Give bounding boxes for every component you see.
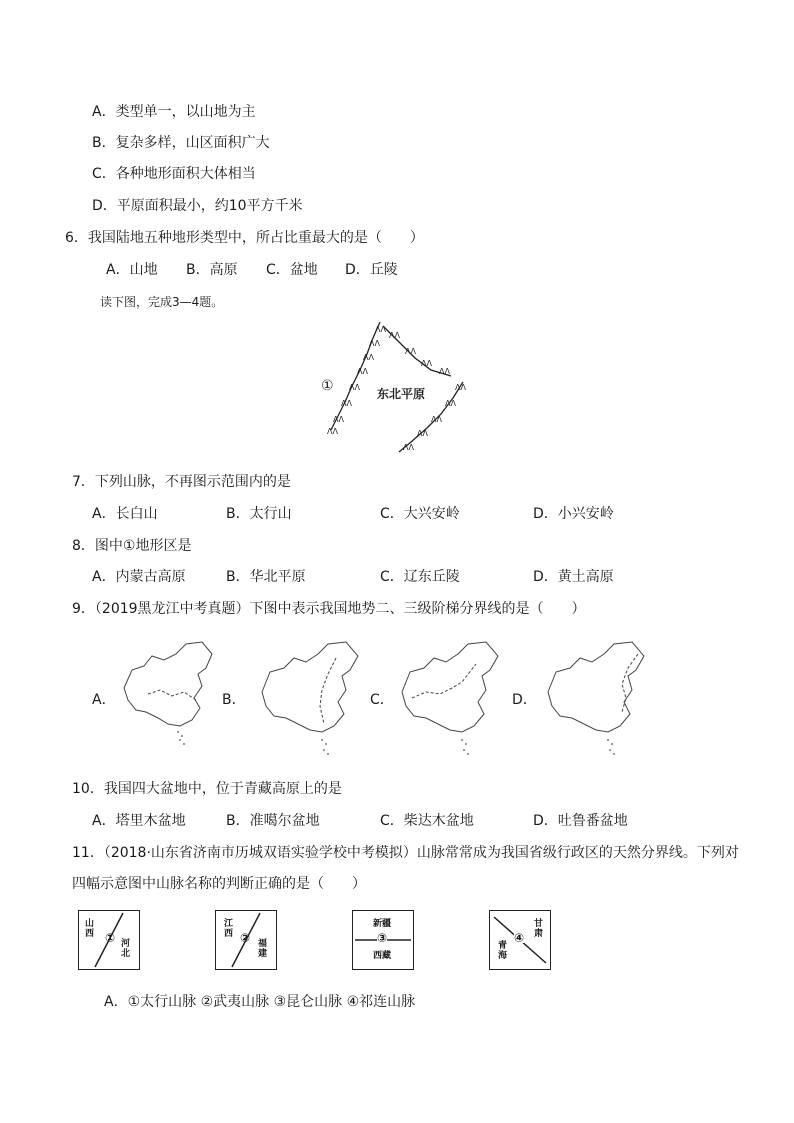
- read-map-instruction: 读下图，完成3—4题。: [100, 295, 224, 309]
- china-map-c: [396, 640, 506, 758]
- q10-option-b: B．准噶尔盆地: [226, 813, 320, 829]
- box2-bottom-right: 福建: [258, 939, 268, 959]
- svg-text:ΛΛ: ΛΛ: [439, 367, 450, 376]
- q9-stem: 9．（2019黑龙江中考真题）下图中表示我国地势二、三级阶梯分界线的是（ ）: [72, 601, 586, 617]
- q11-stem-line1: 11．（2018·山东省济南市历城双语实验学校中考模拟）山脉常常成为我国省级行政区的天然分界线。下列对: [72, 845, 739, 861]
- q6-stem: 6．我国陆地五种地形类型中，所占比重最大的是（ ）: [65, 230, 424, 246]
- q6-option-c: C．盆地: [266, 262, 318, 278]
- box1-number: ①: [105, 931, 116, 945]
- svg-text:ΛΛ: ΛΛ: [369, 339, 380, 348]
- q9-label-c: C．: [370, 692, 394, 708]
- q11-option-a: A．①太行山脉 ②武夷山脉 ③昆仑山脉 ④祁连山脉: [104, 994, 416, 1010]
- q10-stem: 10．我国四大盆地中，位于青藏高原上的是: [72, 781, 342, 797]
- box3-top: 新疆: [373, 919, 392, 929]
- svg-text:ΛΛ: ΛΛ: [421, 359, 432, 368]
- box3-bottom: 西藏: [373, 951, 392, 961]
- box4-bottom-left: 青海: [498, 941, 508, 961]
- svg-text:ΛΛ: ΛΛ: [375, 325, 386, 334]
- q9-label-d: D．: [512, 692, 537, 708]
- q7-option-a: A．长白山: [92, 506, 158, 522]
- q8-option-b: B．华北平原: [226, 569, 306, 585]
- q5-option-c: C．各种地形面积大体相当: [92, 166, 256, 182]
- box3-number: ③: [377, 931, 388, 945]
- province-boundary-box-4: [489, 910, 551, 970]
- province-boundary-box-3: [352, 910, 414, 970]
- q6-option-a: A．山地: [106, 262, 158, 278]
- svg-text:ΛΛ: ΛΛ: [341, 399, 352, 408]
- svg-text:ΛΛ: ΛΛ: [431, 415, 442, 424]
- q10-option-d: D．吐鲁番盆地: [533, 813, 628, 829]
- q7-option-d: D．小兴安岭: [533, 506, 614, 522]
- svg-text:ΛΛ: ΛΛ: [363, 353, 374, 362]
- map-label-northeast-plain: 东北平原: [377, 387, 426, 401]
- box4-number: ④: [514, 931, 525, 945]
- svg-text:ΛΛ: ΛΛ: [333, 415, 344, 424]
- q5-option-d: D．平原面积最小，约10平方千米: [92, 198, 303, 214]
- map-marker-1: ①: [321, 378, 334, 394]
- svg-text:ΛΛ: ΛΛ: [327, 427, 338, 436]
- svg-text:ΛΛ: ΛΛ: [389, 331, 400, 340]
- q7-option-b: B．太行山: [226, 506, 292, 522]
- box4-top-right: 甘肃: [534, 919, 544, 939]
- q11-stem-line2: 四幅示意图中山脉名称的判断正确的是（ ）: [72, 876, 366, 892]
- box2-top-left: 江西: [224, 919, 234, 939]
- svg-text:ΛΛ: ΛΛ: [349, 383, 360, 392]
- q9-label-b: B．: [222, 692, 246, 708]
- q8-option-d: D．黄土高原: [533, 569, 614, 585]
- q10-option-a: A．塔里木盆地: [92, 813, 186, 829]
- province-boundary-box-2: [215, 910, 277, 970]
- q9-label-a: A．: [92, 692, 116, 708]
- q8-option-c: C．辽东丘陵: [380, 569, 460, 585]
- q7-option-c: C．大兴安岭: [380, 506, 460, 522]
- china-map-d: [542, 640, 652, 758]
- q10-option-c: C．柴达木盆地: [380, 813, 474, 829]
- q5-option-a: A．类型单一，以山地为主: [92, 104, 256, 120]
- q5-option-b: B．复杂多样，山区面积广大: [92, 135, 270, 151]
- china-map-b: [256, 640, 366, 758]
- svg-text:ΛΛ: ΛΛ: [403, 443, 414, 452]
- china-map-a: [118, 640, 218, 748]
- q7-stem: 7．下列山脉，不再图示范围内的是: [72, 474, 291, 490]
- svg-text:ΛΛ: ΛΛ: [357, 367, 368, 376]
- svg-text:ΛΛ: ΛΛ: [405, 347, 416, 356]
- box2-number: ②: [240, 931, 251, 945]
- svg-text:ΛΛ: ΛΛ: [445, 399, 456, 408]
- q8-stem: 8．图中①地形区是: [72, 538, 192, 554]
- box1-bottom-right: 河北: [121, 939, 131, 959]
- northeast-plain-map: [315, 318, 475, 458]
- q8-option-a: A．内蒙古高原: [92, 569, 186, 585]
- province-boundary-box-1: [78, 910, 140, 970]
- box1-top-left: 山西: [85, 919, 95, 939]
- q6-option-d: D．丘陵: [345, 262, 398, 278]
- svg-text:ΛΛ: ΛΛ: [455, 383, 466, 392]
- svg-text:ΛΛ: ΛΛ: [417, 429, 428, 438]
- q6-option-b: B．高原: [186, 262, 238, 278]
